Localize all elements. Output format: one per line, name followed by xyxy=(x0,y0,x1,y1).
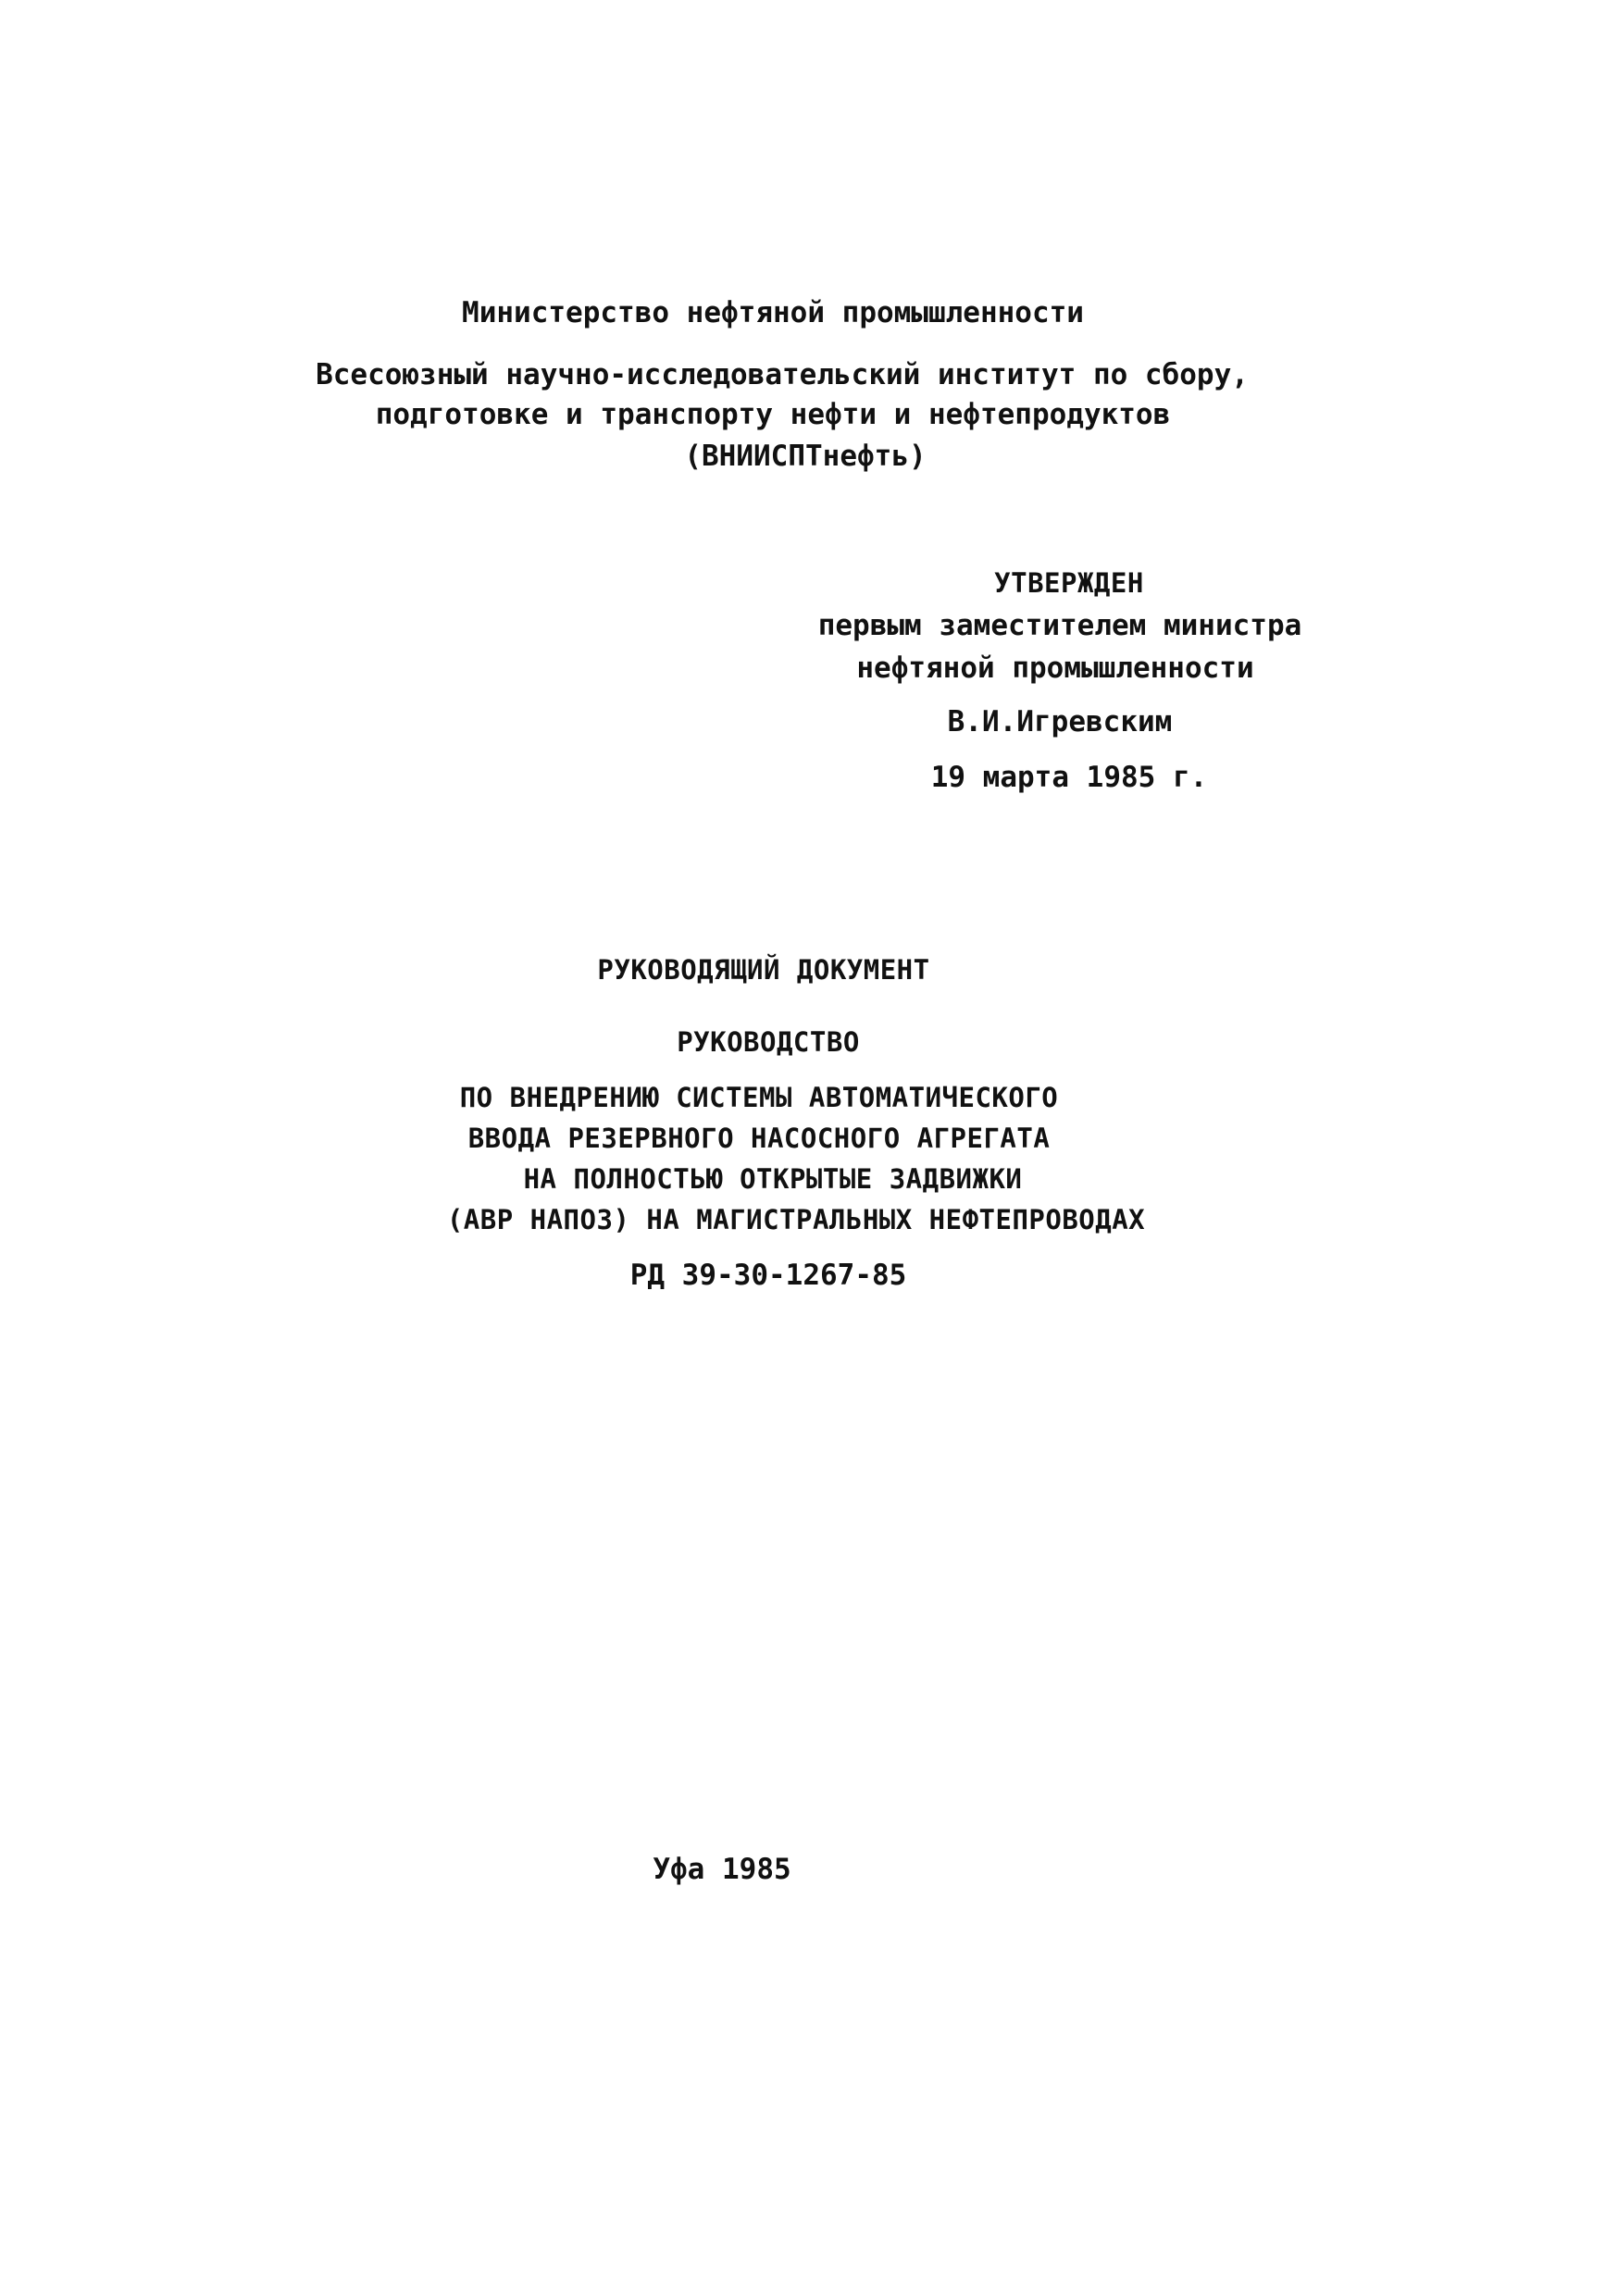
approval-date: 19 марта 1985 г. xyxy=(930,761,1208,794)
institute-abbreviation: (ВНИИСПТнефть) xyxy=(684,440,927,473)
document-kind: РУКОВОДСТВО xyxy=(677,1026,860,1058)
approval-signatory: В.И.Игревским xyxy=(947,705,1173,738)
document-title-line-1: ПО ВНЕДРЕНИЮ СИСТЕМЫ АВТОМАТИЧЕСКОГО xyxy=(459,1082,1059,1113)
approval-status: УТВЕРЖДЕН xyxy=(994,567,1144,599)
place-and-year: Уфа 1985 xyxy=(653,1853,791,1886)
ministry-name: Министерство нефтяной промышленности xyxy=(462,296,1084,329)
document-title-line-2: ВВОДА РЕЗЕРВНОГО НАСОСНОГО АГРЕГАТА xyxy=(467,1123,1051,1154)
institute-line-1: Всесоюзный научно-исследовательский институт по сбору, xyxy=(316,358,1249,391)
document-code: РД 39-30-1267-85 xyxy=(629,1259,907,1292)
document-type: РУКОВОДЯЩИЙ ДОКУМЕНТ xyxy=(597,954,930,986)
institute-line-2: подготовке и транспорту нефти и нефтепродуктов xyxy=(375,398,1171,431)
document-title-line-3: НА ПОЛНОСТЬЮ ОТКРЫТЫЕ ЗАДВИЖКИ xyxy=(523,1163,1023,1195)
approval-by-line-1: первым заместителем министра xyxy=(817,609,1302,642)
approval-by-line-2: нефтяной промышленности xyxy=(856,652,1254,685)
document-title-line-4: (АВР НАПОЗ) НА МАГИСТРАЛЬНЫХ НЕФТЕПРОВОДАХ xyxy=(446,1204,1146,1235)
